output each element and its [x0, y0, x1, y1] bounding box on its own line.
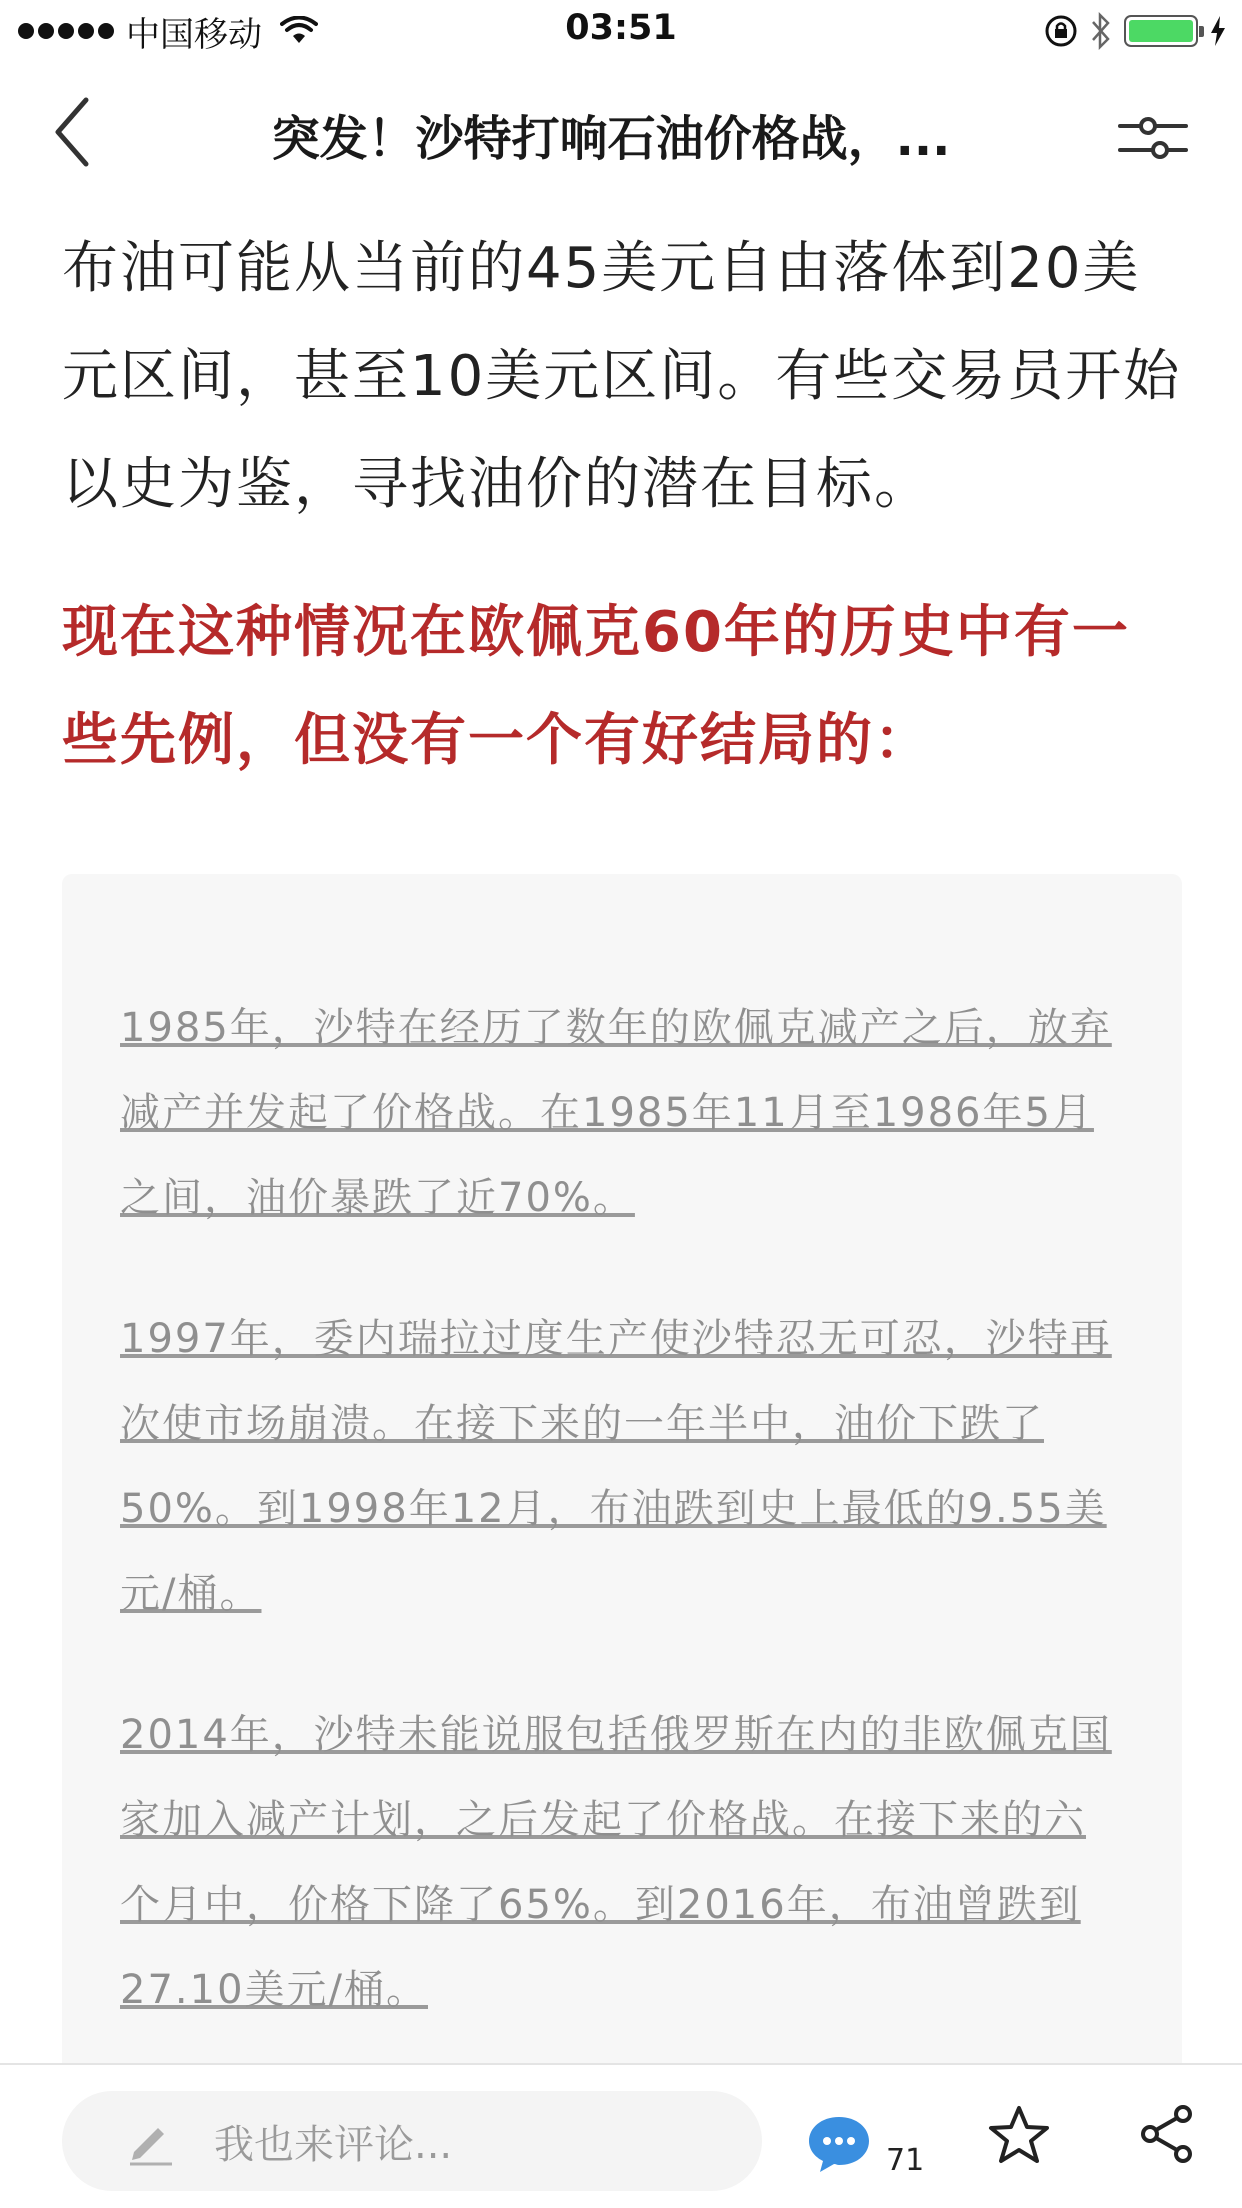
nav-bar: [0, 62, 1242, 202]
sliders-icon: [1114, 98, 1194, 178]
status-bar: [0, 0, 1242, 62]
comment-count: 71: [886, 2143, 925, 2178]
pencil-icon: [124, 2114, 178, 2168]
star-icon[interactable]: [986, 2103, 1052, 2169]
clock: 03:51: [565, 8, 677, 48]
back-button[interactable]: [38, 92, 118, 172]
orientation-lock-icon: [1044, 14, 1078, 48]
battery-icon: [1124, 15, 1198, 47]
article-paragraph: 布油可能从当前的45美元自由落体到20美元区间，甚至10美元区间。有些交易员开始以史为鉴，寻找油价的潜在目标。: [62, 236, 1182, 517]
charging-bolt-icon: [1210, 16, 1226, 46]
bottom-bar: [0, 2063, 1242, 2208]
quote-block: [62, 874, 1182, 2134]
article-highlight: 现在这种情况在欧佩克60年的历史中有一些先例，但没有一个有好结局的：: [62, 600, 1130, 773]
quote-item[interactable]: 1997年，委内瑞拉过度生产使沙特忍无可忍，沙特再次使市场崩溃。在接下来的一年半中，油价下跌了50%。到1998年12月，布油跌到史上最低的9.55美元/桶。: [120, 1316, 1112, 1617]
quote-item[interactable]: 1985年，沙特在经历了数年的欧佩克减产之后，放弃减产并发起了价格战。在1985年11月至1986年5月之间，油价暴跌了近70%。: [120, 1005, 1112, 1221]
bluetooth-icon: [1090, 12, 1112, 50]
carrier-name: 中国移动: [126, 14, 262, 55]
status-right: [1044, 10, 1226, 52]
comment-input[interactable]: [62, 2091, 762, 2191]
page-title: 突发！沙特打响石油价格战，...: [271, 111, 951, 167]
comment-placeholder: 我也来评论...: [214, 2121, 453, 2168]
article-content: [62, 215, 1182, 795]
chevron-left-icon: [38, 92, 118, 172]
chat-bubble-icon[interactable]: [806, 2113, 872, 2175]
settings-button[interactable]: [1114, 98, 1194, 178]
share-icon[interactable]: [1138, 2103, 1196, 2165]
quote-item[interactable]: 2014年，沙特未能说服包括俄罗斯在内的非欧佩克国家加入减产计划，之后发起了价格战。在接下来的六个月中，价格下降了65%。到2016年，布油曾跌到27.10美元/桶。: [120, 1712, 1112, 2013]
